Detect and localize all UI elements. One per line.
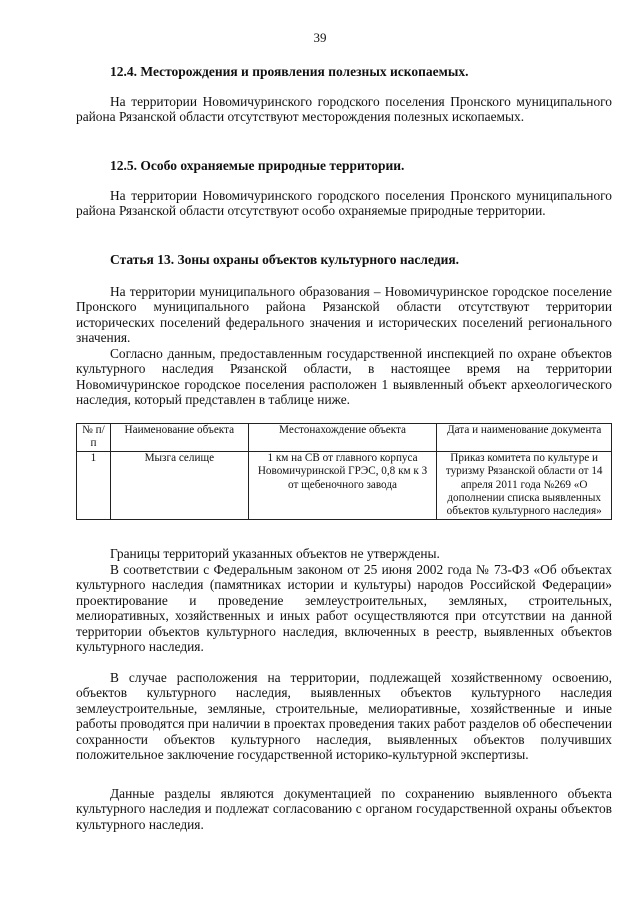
col-header-number: № п/п [77, 424, 111, 452]
heritage-objects-table [76, 423, 612, 520]
section-heading-minerals: 12.4. Месторождения и проявления полезных ископаемых. [110, 64, 469, 79]
col-header-name: Наименование объекта [110, 424, 248, 452]
cell-document: Приказ комитета по культуре и туризму Рязанской области от 14 апреля 2011 года №269 «О дополнении списка выявленных объектов культурного наследия» [437, 451, 612, 519]
paragraph-protected-areas: На территории Новомичуринского городского поселения Пронского муниципального района Рязанской области отсутствуют особо охраняемые природные территории. [76, 188, 612, 219]
cell-number: 1 [77, 451, 111, 519]
cell-location: 1 км на СВ от главного корпуса Новомичуринской ГРЭС, 0,8 км к З от щебеночного завода [248, 451, 437, 519]
page-number: 39 [313, 30, 327, 45]
col-header-location: Местонахождение объекта [248, 424, 437, 452]
paragraph-historic-settlements: На территории муниципального образования – Новомичуринское городское поселение Пронского муниципального района Рязанской области отсутствуют территории исторических поселений федерального значения и исторических поселений регионального значения. [76, 284, 612, 346]
cell-name: Мызга селище [110, 451, 248, 519]
table-header-row [77, 424, 612, 452]
paragraph-minerals: На территории Новомичуринского городского поселения Пронского муниципального района Рязанской области отсутствуют месторождения полезных ископаемых. [76, 94, 612, 125]
col-header-document: Дата и наименование документа [437, 424, 612, 452]
paragraph-development-works: В случае расположения на территории, подлежащей хозяйственному освоению, объектов культурного наследия, выявленных объектов культурного наследия землеустроительные, земляные, строительные, мелиоративные, хозяйственные и иные работы проводятся при наличии в проектах проведения таких работ разделов об обеспечении сохранности объектов культурного наследия, выявленных объектов получивших положительное заключение государственной историко-культурной экспертизы. [76, 670, 612, 763]
section-heading-protected-areas: 12.5. Особо охраняемые природные территории. [110, 158, 405, 173]
paragraph-federal-law: В соответствии с Федеральным законом от 25 июня 2002 года № 73-ФЗ «Об объектах культурного наследия (памятниках истории и культуры) народов Российской Федерации» проектирование и проведение землеустроительных, земляных, строительных, мелиоративных, хозяйственных и иных работ осуществляются при отсутствии на данной территории объектов культурного наследия, включенных в реестр, выявленных объектов культурного наследия. [76, 562, 612, 655]
table-row [77, 451, 612, 519]
paragraph-documentation: Данные разделы являются документацией по сохранению выявленного объекта культурного наследия и подлежат согласованию с органом государственной охраны объектов культурного наследия. [76, 786, 612, 832]
article-heading-heritage: Статья 13. Зоны охраны объектов культурного наследия. [110, 252, 460, 267]
paragraph-inspection-data: Согласно данным, предоставленным государственной инспекцией по охране объектов культурного наследия Рязанской области, в настоящее время на территории Новомичуринское городское поселения расположен 1 выявленный объект археологического наследия, который представлен в таблице ниже. [76, 346, 612, 408]
paragraph-boundaries: Границы территорий указанных объектов не утверждены. [110, 546, 440, 561]
